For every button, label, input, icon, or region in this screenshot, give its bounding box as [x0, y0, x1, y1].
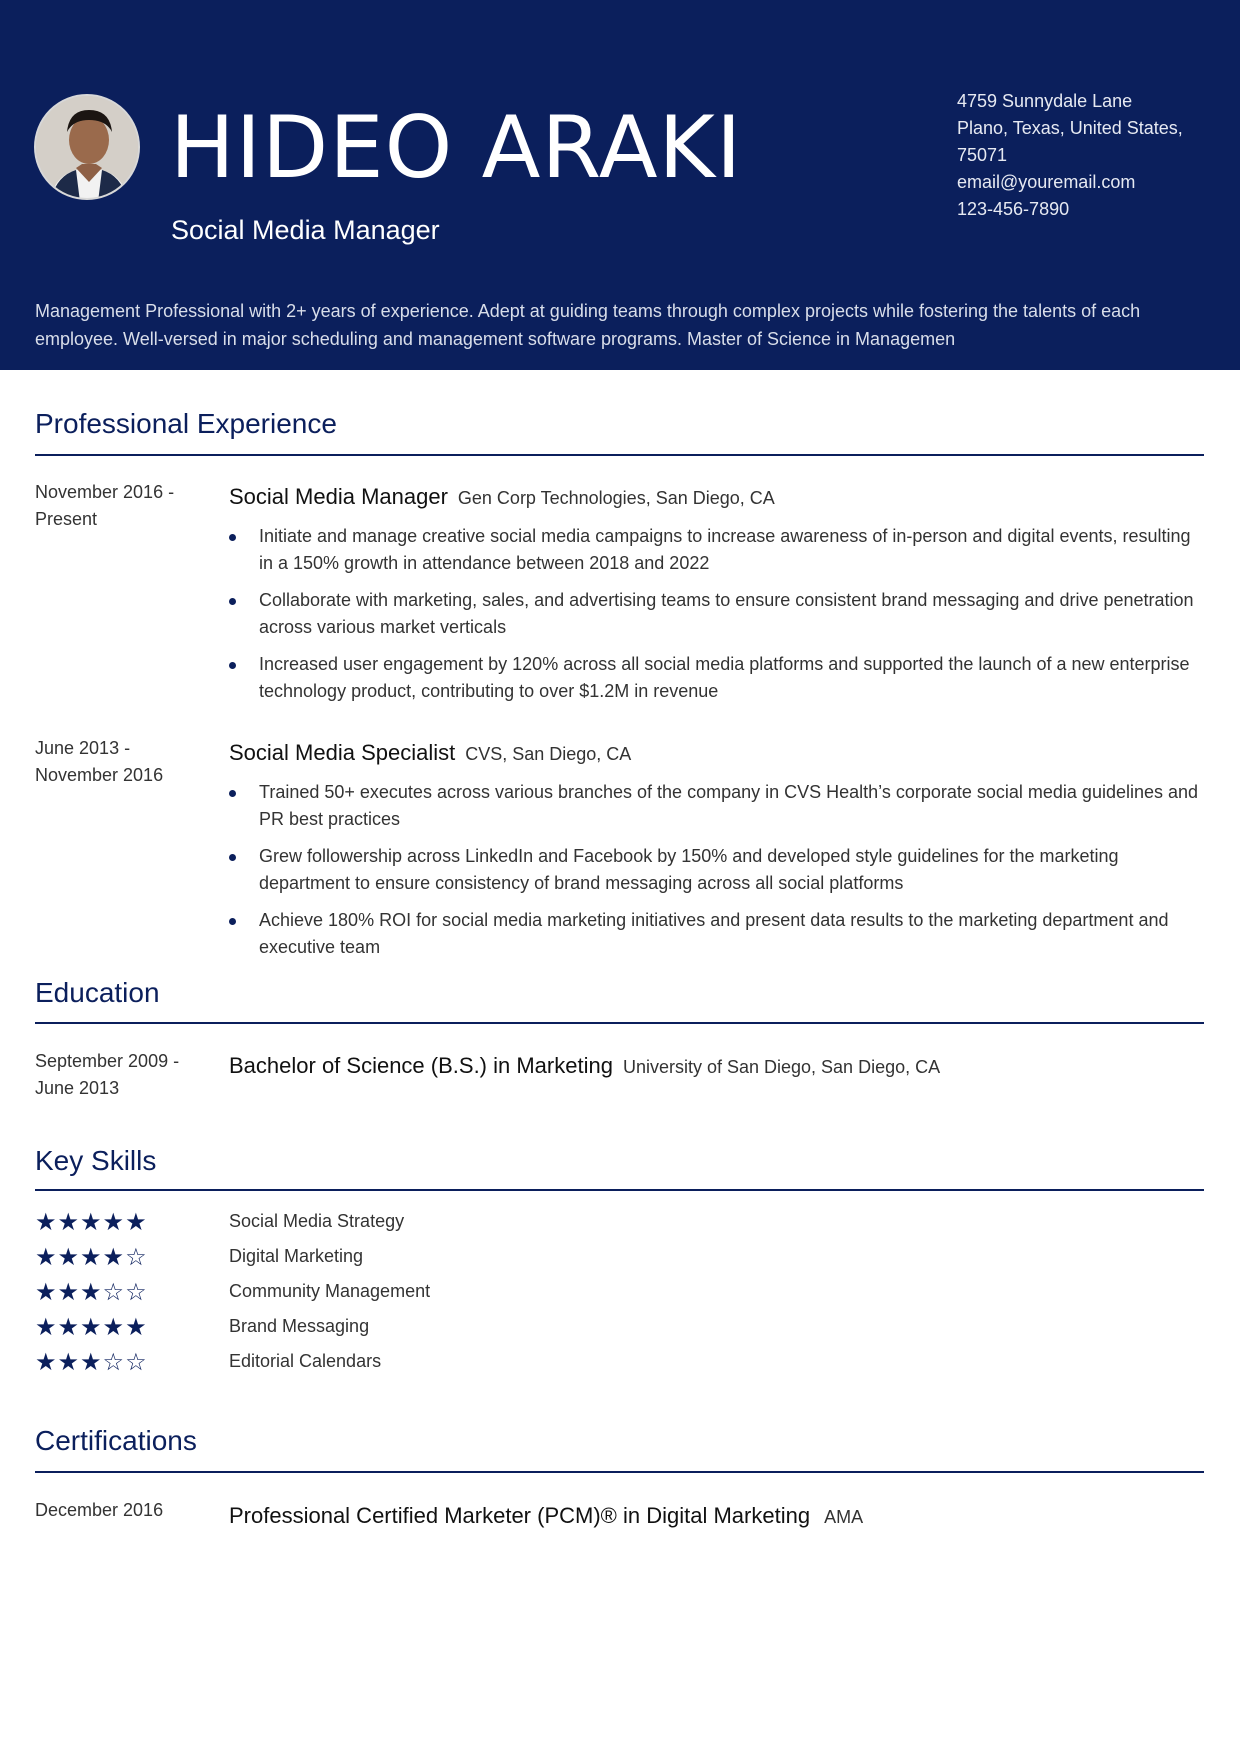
skill-row: [35, 1244, 635, 1274]
star-rating-icon: ★★★★★: [35, 1313, 148, 1341]
education-degree: Bachelor of Science (B.S.) in Marketing: [229, 1053, 613, 1078]
skill-row: [35, 1209, 635, 1239]
address-line-1: 4759 Sunnydale Lane: [957, 91, 1133, 111]
skills-divider: [35, 1189, 1204, 1191]
email[interactable]: email@youremail.com: [957, 172, 1136, 192]
job-1-date: November 2016 - Present: [35, 482, 175, 529]
experience-heading: Professional Experience: [35, 408, 337, 439]
skills-heading: Key Skills: [35, 1145, 157, 1176]
contact-info: [957, 88, 1227, 223]
job-2-role: Social Media Specialist: [229, 740, 456, 765]
certification-name: Professional Certified Marketer (PCM)® in Digital Marketing: [229, 1503, 811, 1528]
person-icon: [36, 96, 140, 200]
job-2-header: [229, 740, 631, 766]
skill-name: Editorial Calendars: [229, 1351, 382, 1371]
star-rating-icon: ★★★☆☆: [35, 1348, 148, 1376]
list-item: Initiate and manage creative social media campaigns to increase awareness of in-person and digital events, resulting in a 150% growth in attendance between 2018 and 2022: [229, 523, 1204, 577]
job-1-org: Gen Corp Technologies, San Diego, CA: [457, 488, 775, 508]
skill-name: Digital Marketing: [229, 1246, 364, 1266]
list-item: Trained 50+ executes across various branches of the company in CVS Health’s corporate social media guidelines and PR best practices: [229, 779, 1204, 833]
job-2-date: June 2013 - November 2016: [35, 738, 164, 785]
star-rating-icon: ★★★★☆: [35, 1243, 148, 1271]
address-zip: 75071: [957, 145, 1008, 165]
certification-date: December 2016: [35, 1500, 164, 1520]
experience-divider: [35, 454, 1204, 456]
list-item: Achieve 180% ROI for social media marketing initiatives and present data results to the marketing department and executive team: [229, 907, 1204, 961]
certification-issuer: AMA: [824, 1507, 864, 1527]
address-line-2: Plano, Texas, United States,: [957, 118, 1183, 138]
skill-row: [35, 1314, 635, 1344]
candidate-title: Social Media Manager: [171, 215, 440, 245]
list-item: Collaborate with marketing, sales, and advertising teams to ensure consistent brand messaging and drive penetration across various market verticals: [229, 587, 1204, 641]
skill-name: Brand Messaging: [229, 1316, 370, 1336]
job-1-header: [229, 484, 775, 510]
education-header: [229, 1053, 940, 1079]
education-divider: [35, 1022, 1204, 1024]
job-1-role: Social Media Manager: [229, 484, 448, 509]
star-rating-icon: ★★★★★: [35, 1208, 148, 1236]
job-2-bullets: [229, 779, 1204, 971]
skill-name: Social Media Strategy: [229, 1211, 405, 1231]
certification-header: [229, 1503, 863, 1529]
certifications-divider: [35, 1471, 1204, 1473]
skill-row: [35, 1349, 635, 1379]
star-rating-icon: ★★★☆☆: [35, 1278, 148, 1306]
certifications-heading: Certifications: [35, 1425, 197, 1456]
education-school: University of San Diego, San Diego, CA: [622, 1057, 941, 1077]
resume-header: [0, 0, 1240, 370]
job-2-org: CVS, San Diego, CA: [465, 744, 632, 764]
skill-name: Community Management: [229, 1281, 431, 1301]
education-date: September 2009 - June 2013: [35, 1051, 180, 1098]
phone[interactable]: 123-456-7890: [957, 199, 1070, 219]
skill-row: [35, 1279, 635, 1309]
job-1-bullets: [229, 523, 1204, 715]
list-item: Increased user engagement by 120% across all social media platforms and supported the launch of a new enterprise technology product, contributing to over $1.2M in revenue: [229, 651, 1204, 705]
education-heading: Education: [35, 977, 160, 1008]
profile-photo: [34, 94, 140, 200]
candidate-name: HIDEO ARAKI: [170, 98, 743, 198]
professional-summary: Management Professional with 2+ years of experience. Adept at guiding teams through complex projects while fostering the talents of each employee. Well-versed in major scheduling and management software programs. Master of Science in Managemen: [35, 301, 1141, 349]
list-item: Grew followership across LinkedIn and Facebook by 150% and developed style guidelines for the marketing department to ensure consistency of brand messaging across all social platforms: [229, 843, 1204, 897]
